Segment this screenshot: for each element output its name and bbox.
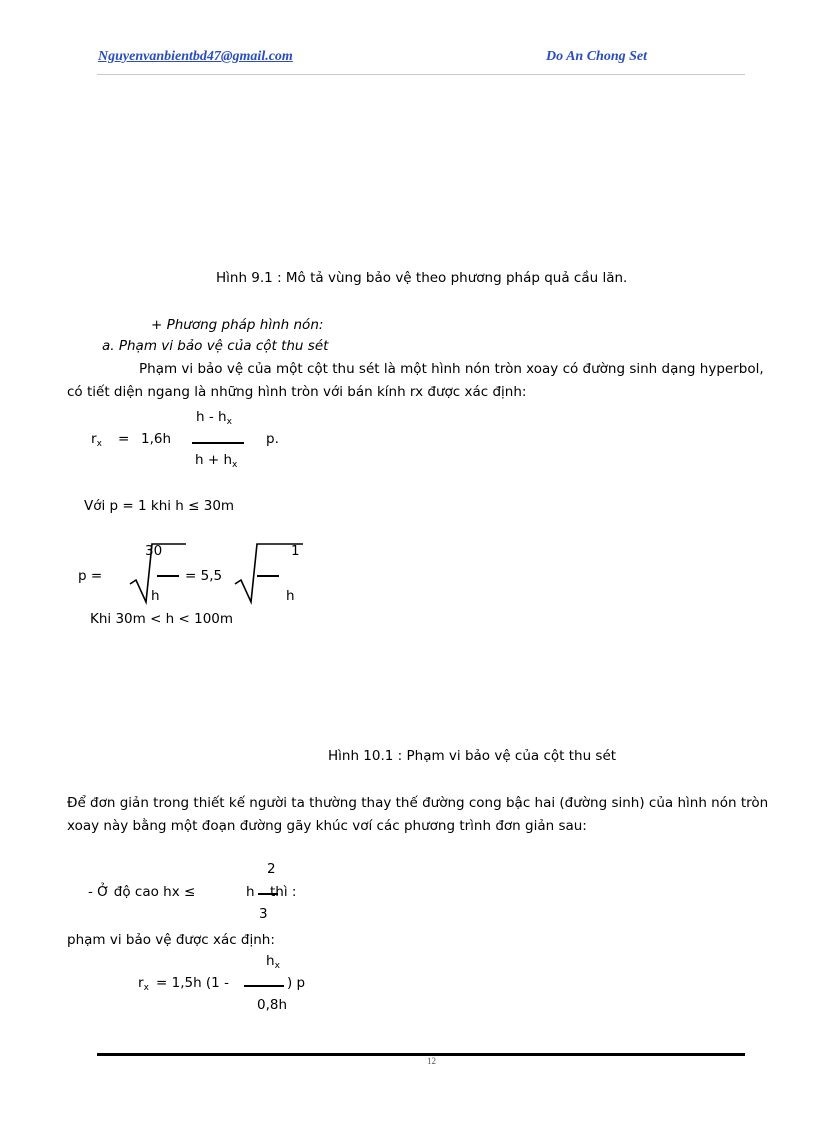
- height-condition-h: h: [246, 884, 255, 900]
- formula-3-expression: = 1,5h (1 -: [156, 975, 229, 991]
- height-condition-prefix: - Ở độ cao hx ≤: [88, 884, 196, 900]
- condition-height-range: Khi 30m < h < 100m: [90, 611, 234, 627]
- protection-range-text: phạm vi bảo vệ được xác định:: [67, 932, 275, 948]
- page-number: 12: [427, 1056, 436, 1066]
- formula-1-coefficient: 1,6h: [141, 431, 172, 447]
- formula-1-tail: p.: [266, 431, 279, 447]
- formula-1-lhs: $r_x$: [91, 431, 102, 449]
- subsection-a-heading: a. Phạm vi bảo vệ của cột thu sét: [102, 338, 329, 354]
- footer-divider: [97, 1053, 745, 1056]
- figure-10-1-caption: Hình 10.1 : Phạm vi bảo vệ của cột thu sét: [328, 748, 617, 764]
- paragraph-2-line-2: xoay này bằng một đoạn đường gãy khúc vơí các phương trình đơn giản sau:: [67, 818, 587, 834]
- paragraph-1-line-1: Phạm vi bảo vệ của một cột thu sét là một hình nón tròn xoay có đường sinh dạng hyperbol,: [139, 361, 764, 377]
- formula-1-denominator: $h + h_x$: [195, 452, 238, 470]
- header-title: Do An Chong Set: [546, 49, 648, 64]
- formula-2-denominator-2: h: [286, 588, 295, 604]
- formula-3-fraction-bar: [244, 985, 284, 987]
- height-condition-then: thì :: [270, 884, 297, 900]
- height-condition-numerator: 2: [267, 861, 276, 877]
- condition-p-equals-1: Với p = 1 khi h ≤ 30m: [84, 498, 235, 514]
- header-email-link[interactable]: Nguyenvanbientbd47@gmail.com: [98, 49, 293, 64]
- formula-3-numerator: $h_x$: [266, 953, 280, 971]
- height-condition-denominator: 3: [259, 906, 268, 922]
- paragraph-1-line-2: có tiết diện ngang là những hình tròn với bán kính rx được xác định:: [67, 384, 527, 400]
- formula-2-lhs: p =: [78, 568, 103, 584]
- formula-1-fraction-bar: [192, 442, 244, 444]
- formula-3-tail: ) p: [287, 975, 306, 991]
- formula-1-equals: =: [118, 431, 130, 447]
- formula-3-denominator: 0,8h: [257, 997, 288, 1013]
- paragraph-2-line-1: Để đơn giản trong thiết kế người ta thường thay thế đường cong bậc hai (đường sinh) của hình nón tròn: [67, 795, 769, 811]
- formula-2-middle: = 5,5: [185, 568, 223, 584]
- figure-9-1-caption: Hình 9.1 : Mô tả vùng bảo vệ theo phương pháp quả cầu lăn.: [216, 270, 628, 286]
- cone-method-heading: + Phương pháp hình nón:: [151, 317, 324, 333]
- formula-2-numerator: 30: [145, 543, 163, 559]
- formula-2-fraction-bar-2: [257, 575, 279, 577]
- formula-1-numerator: h - $h_x$: [196, 409, 232, 427]
- formula-2-numerator-2: 1: [291, 543, 300, 559]
- header-divider: [97, 74, 745, 75]
- formula-2-denominator: h: [151, 588, 160, 604]
- formula-3-lhs: $r_x$: [138, 975, 149, 993]
- formula-2-fraction-bar: [157, 575, 179, 577]
